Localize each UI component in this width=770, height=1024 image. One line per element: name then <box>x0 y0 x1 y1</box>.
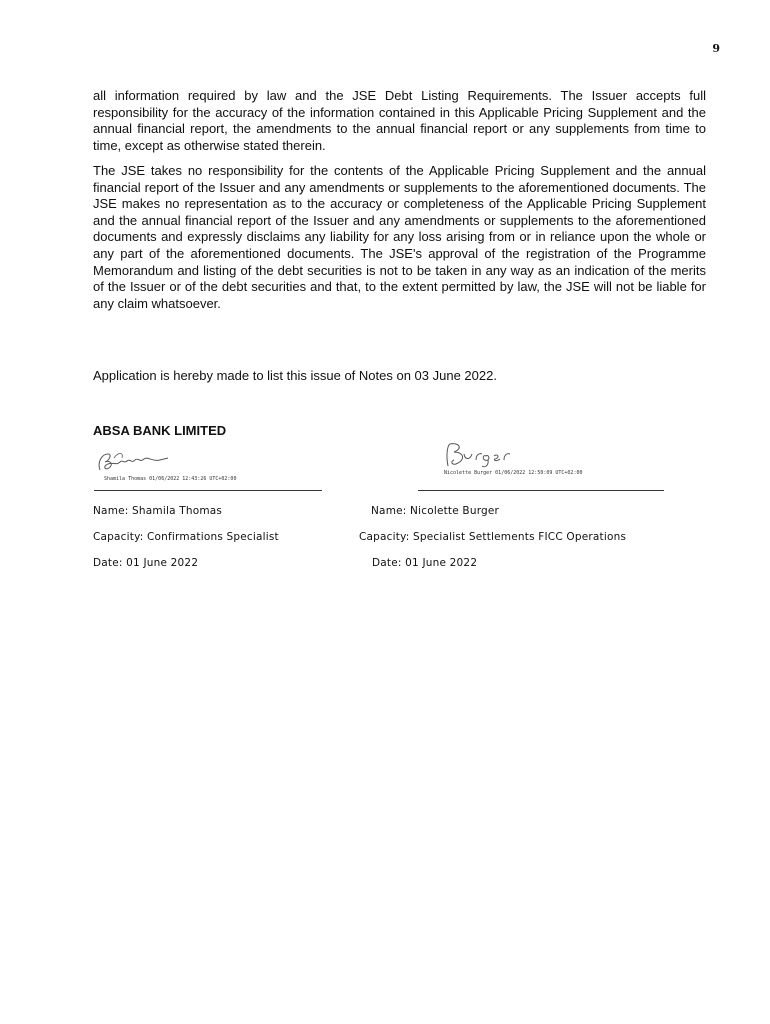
signatory-capacity-burger: Capacity: Specialist Settlements FICC Operations <box>359 531 627 543</box>
signature-burger-image <box>438 440 538 470</box>
signatory-name-burger: Name: Nicolette Burger <box>371 505 500 517</box>
signature-line-burger <box>418 490 664 491</box>
signatory-date-burger: Date: 01 June 2022 <box>372 557 478 569</box>
page-number: 9 <box>712 42 720 55</box>
signature-line-thomas <box>94 490 322 491</box>
signatory-capacity-thomas: Capacity: Confirmations Specialist <box>93 531 279 543</box>
paragraph-responsibility: all information required by law and the JSE Debt Listing Requirements. The Issuer accepts full responsibility for the accuracy of the information contained in this Applicable Pricing Supplement and the annual financial report, the amendments to the annual financial report or any supplements from time to time, except as otherwise stated therein. <box>93 88 706 153</box>
signatory-date-thomas: Date: 01 June 2022 <box>93 557 199 569</box>
paragraph-jse-disclaimer: The JSE takes no responsibility for the contents of the Applicable Pricing Supplement and the annual financial report of the Issuer and any amendments or supplements to the aforementioned documents. The JSE makes no representation as to the accuracy or completeness of the Applicable Pricing Supplement and the annual financial report of the Issuer and any amendments or supplements to the aforementioned documents and expressly disclaims any liability for any loss arising from or in reliance upon the whole or any part of the aforementioned documents. The JSE's approval of the registration of the Programme Memorandum and listing of the debt securities is not to be taken in any way as an indication of the merits of the Issuer or of the debt securities and that, to the extent permitted by law, the JSE will not be liable for any claim whatsoever. <box>93 163 706 311</box>
signature-thomas-image <box>94 448 184 476</box>
company-name: ABSA BANK LIMITED <box>93 423 227 438</box>
signature-thomas <box>94 448 237 482</box>
signature-burger-stamp: Nicolette Burger 01/06/2022 12:50:09 UTC+02:00 <box>444 470 583 476</box>
signature-burger <box>438 440 583 476</box>
signatory-name-thomas: Name: Shamila Thomas <box>93 505 223 517</box>
signature-thomas-stamp: Shamila Thomas 01/06/2022 12:43:26 UTC+02:00 <box>104 476 237 482</box>
application-statement: Application is hereby made to list this issue of Notes on 03 June 2022. <box>93 368 497 383</box>
